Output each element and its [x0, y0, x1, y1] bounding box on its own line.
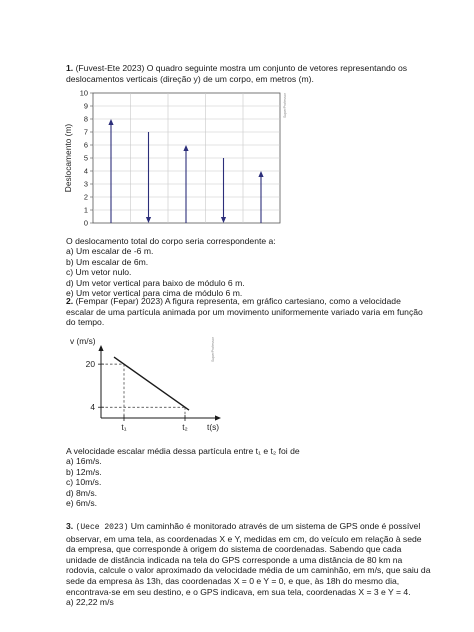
y-tick-label: 4: [83, 166, 88, 176]
watermark: SuperProfessor: [283, 93, 287, 118]
q1-line: deslocamentos verticais (direção y) de um corpo, em metros (m).: [66, 73, 314, 84]
q2-line: (Fempar (Fepar) 2023) A figura representa, em gráfico cartesiano, como a velocidade: [75, 296, 401, 306]
y-tick-label: 0: [83, 218, 88, 228]
y-tick-label: 20: [85, 359, 95, 370]
q3-option-a[interactable]: a) 22,22 m/s: [66, 597, 114, 608]
x-tick-label: t₁: [121, 422, 127, 432]
velocity-line: [114, 357, 189, 410]
q1-line: (Fuvest-Ete 2023) O quadro seguinte mostra um conjunto de vetores representando os: [75, 63, 408, 73]
y-tick-label: 3: [83, 179, 88, 189]
q1-option-d[interactable]: d) Um vetor vertical para baixo de módulo 6 m.: [66, 277, 245, 288]
q1-question: O deslocamento total do corpo seria correspondente a:: [66, 236, 276, 246]
q1-option-a[interactable]: a) Um escalar de -6 m.: [66, 246, 154, 256]
q2-line: escalar de uma partícula animada por um movimento uniformemente variado varia em função: [66, 306, 423, 317]
watermark: SuperProfessor: [211, 337, 215, 362]
q2-option-c[interactable]: c) 10m/s.: [66, 477, 102, 488]
q3-statement: [66, 521, 431, 608]
q2-question: A velocidade escalar média dessa partícula entre t₁ e t₂ foi de: [66, 446, 300, 456]
y-tick-label: 2: [83, 192, 88, 202]
y-axis-arrowhead: [98, 345, 103, 351]
q3-line: sede da empresa às 13h, das coordenadas X = 0 e Y = 0, e que, às 18h do mesmo dia,: [66, 575, 400, 586]
q1-option-c[interactable]: c) Um vetor nulo.: [66, 267, 132, 278]
q1-number: 1.: [66, 63, 74, 73]
q2-option-e[interactable]: e) 6m/s.: [66, 498, 98, 509]
y-tick-label: 4: [90, 402, 95, 413]
y-tick-label: 1: [83, 205, 88, 215]
q3-source: (Uece 2023): [75, 523, 129, 532]
q2-option-b[interactable]: b) 12m/s.: [66, 466, 102, 477]
y-tick-label: 8: [83, 114, 88, 124]
q2-options: [66, 456, 102, 509]
q3-line: observar, em uma tela, as coordenadas X e Y, medidas em cm, do veículo em relação à sede: [66, 533, 422, 544]
y-tick-label: 9: [83, 101, 88, 111]
y-tick-label: 6: [83, 140, 88, 150]
x-axis-label: t(s): [207, 422, 220, 432]
x-axis-arrowhead: [215, 415, 221, 420]
q2-number: 2.: [66, 296, 74, 306]
q3-line: Um caminhão é monitorado através de um sistema de GPS onde é possível: [128, 521, 421, 531]
q3-line: rodovia, calcule o valor aproximado da velocidade média de um caminhão, em m/s, que saiu da: [66, 565, 431, 576]
q2-line: do tempo.: [66, 317, 105, 328]
x-tick-label: t₂: [182, 422, 188, 432]
q3-line: encontrava-se em seu destino, e o GPS indicava, em sua tela, coordenadas X = 3 e Y = 4.: [66, 586, 411, 597]
q3-number: 3.: [66, 521, 74, 531]
y-tick-label: 7: [83, 127, 88, 137]
q3-line: unidade de distância indicada na tela do GPS corresponde a uma distância de 80 km na: [66, 554, 403, 565]
y-tick-label: 10: [79, 88, 88, 98]
q1-option-b[interactable]: b) Um escalar de 6m.: [66, 256, 149, 267]
q3-line: da empresa, que corresponde à origem do sistema de coordenadas. Sabendo que cada: [66, 544, 402, 555]
q1-option-e[interactable]: e) Um vetor vertical para cima de módulo 6 m.: [66, 288, 243, 299]
y-axis-label: v (m/s): [70, 336, 96, 346]
q2-option-d[interactable]: d) 8m/s.: [66, 487, 98, 498]
q2-option-a[interactable]: a) 16m/s.: [66, 456, 102, 466]
y-tick-label: 5: [83, 153, 88, 163]
y-axis-label: Deslocamento (m): [63, 123, 73, 193]
